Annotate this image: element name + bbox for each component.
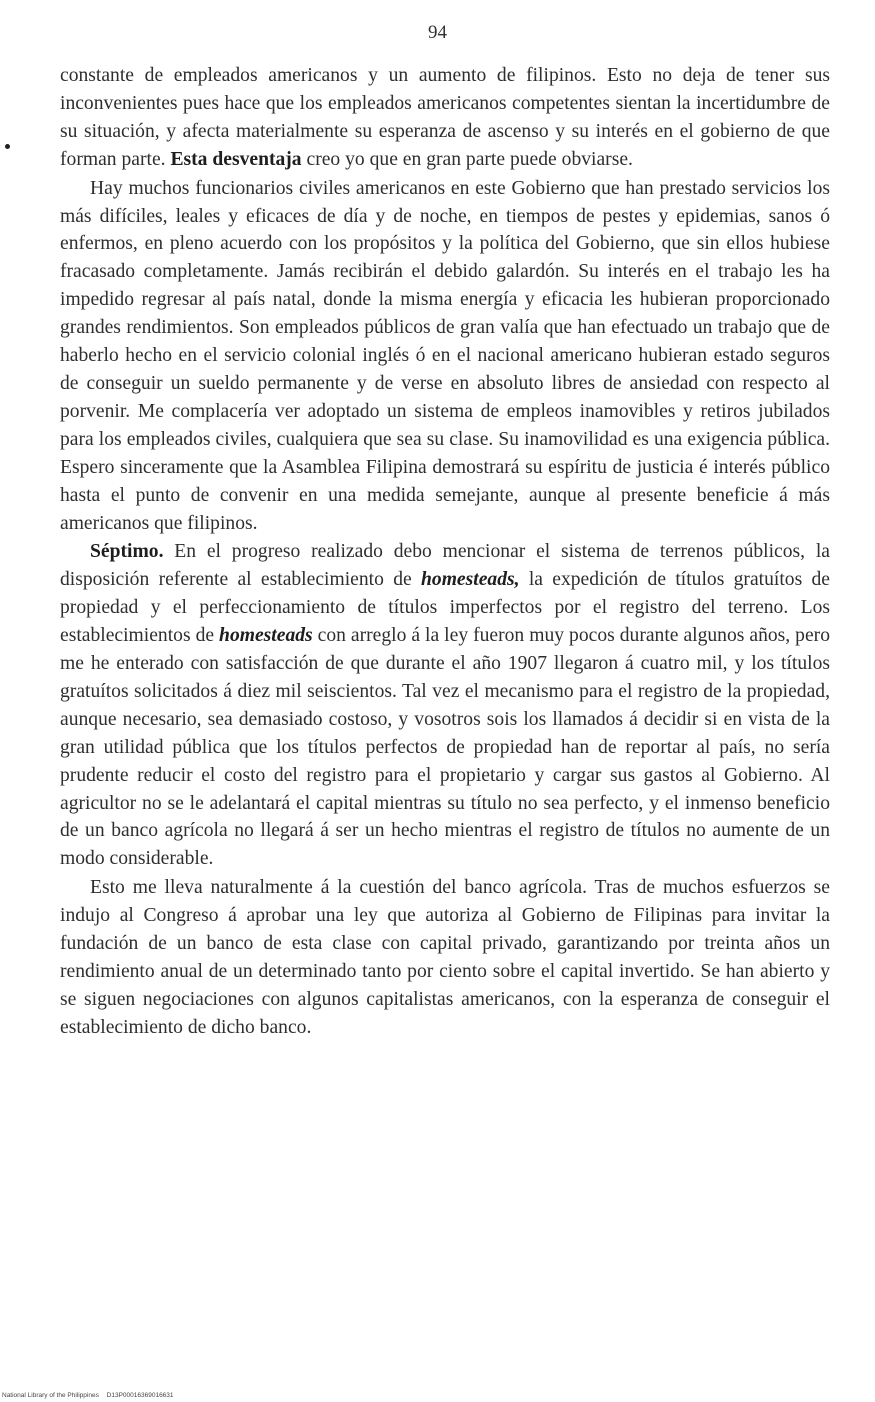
text-run: la expedición de títulos gratuítos de propiedad y el perfeccionamiento de títulos imperfectos por el registro del terreno. Los establecimientos de	[60, 569, 831, 647]
emphasis-text: Esta desventaja	[170, 148, 302, 170]
footer-credit	[2, 1392, 174, 1399]
text-run: Hay muchos funcionarios civiles americanos en este Gobierno que han prestado servicios los más difíciles, leales y eficaces de día y de noche, en tiempos de pestes y epidemias, sanos ó enfermos, en pleno acuerdo con los propósitos y la política del Gobierno, que sin ellos hubiese fracasado completamente. Jamás recibirán el debido galardón. Su interés en el trabajo les ha impedido regresar al país natal, donde la misma energía y eficacia les hubieran proporcionado grandes rendimientos. Son empleados públicos de gran valía que han efectuado un trabajo que de haberlo hecho en el servicio colonial inglés ó en el nacional americano hubieran estado seguros de conseguir un sueldo permanente y de verse en absoluto libres de ansiedad con respecto al porvenir. Me complacería ver adoptado un sistema de empleos inamovibles y retiros jubilados para los empleados civiles, cualquiera que sea su clase. Su inamovilidad es una exigencia pública. Espero sinceramente que la Asamblea Filipina demostrará su espíritu de justicia é interés público hasta el punto de convenir en una medida semejante, aunque al presente beneficie á más americanos que filipinos.	[60, 177, 830, 534]
body-text	[60, 62, 830, 1042]
text-run: Esto me lleva naturalmente á la cuestión del banco agrícola. Tras de muchos esfuerzos se indujo al Congreso á aprobar una ley que autoriza al Gobierno de Filipinas para invitar la fundación de un banco de esta clase con capital privado, garantizando por treinta años un rendimiento anual de un determinado tanto por ciento sobre el capital invertido. Se han abierto y se siguen negociaciones con algunos capitalistas americanos, con la esperanza de conseguir el establecimiento de dicho banco.	[60, 877, 830, 1038]
footer-code: D13P00016369016631	[106, 1392, 174, 1399]
emphasis-text: Séptimo.	[90, 541, 164, 563]
paragraph-2	[60, 175, 830, 538]
paragraph-1	[60, 62, 830, 174]
text-run: con arreglo á la ley fueron muy pocos durante algunos años, pero me he enterado con satisfacción de que durante el año 1907 llegaron á cuatro mil, y los títulos gratuítos solicitados á diez mil seiscientos. Tal vez el mecanismo para el registro de la propiedad, aunque necesario, sea demasiado costoso, y vosotros sois los llamados á decidir si en vista de la gran utilidad pública que los títulos perfectos de propiedad han de reportar al país, no sería prudente reducir el costo del registro para el propietario y cargar sus gastos al Gobierno. Al agricultor no se le adelantará el capital mientras su título no sea perfecto, y el inmenso beneficio de un banco agrícola no llegará á ser un hecho mientras el registro de títulos no aumente de un modo considerable.	[60, 625, 830, 870]
emphasis-text: homesteads	[219, 625, 313, 647]
text-run: creo yo que en gran parte puede obviarse.	[301, 148, 633, 170]
paragraph-4	[60, 874, 830, 1041]
text-run: constante de empleados americanos y un aumento de filipinos. Esto no deja de tener sus inconvenientes pues hace que los empleados americanos competentes sientan la incertidumbre de su situación, y afecta materialmente su esperanza de ascenso y su interés en el gobierno de que forman parte.	[60, 65, 830, 170]
margin-dot-mark	[5, 144, 10, 149]
paragraph-3	[60, 538, 830, 873]
page-number: 94	[428, 22, 447, 43]
emphasis-text: homesteads,	[421, 569, 520, 591]
text-run: En el progreso realizado debo mencionar el sistema de terrenos públicos, la disposición referente al establecimiento de	[60, 541, 830, 591]
footer-library: National Library of the Philippines	[2, 1392, 99, 1399]
